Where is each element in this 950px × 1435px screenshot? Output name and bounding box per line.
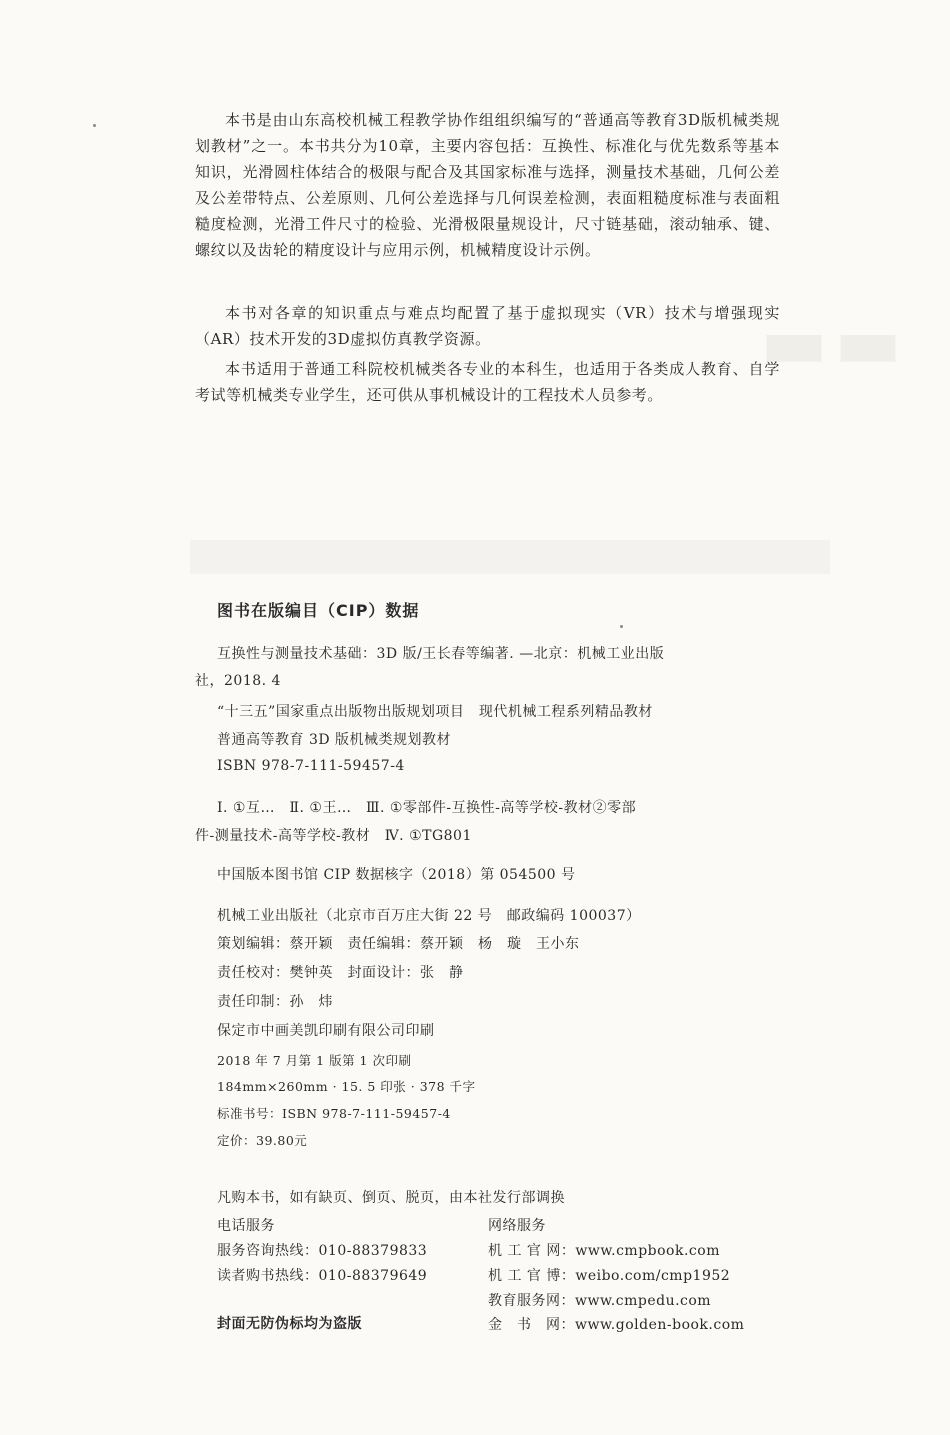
publisher-standard-number: 标准书号：ISBN 978-7-111-59457-4 xyxy=(217,1106,451,1121)
bleed-through-ghost-bar xyxy=(190,540,830,574)
publisher-proofreader: 责任校对：樊钟英 封面设计：张 静 xyxy=(217,965,464,981)
publisher-editors: 策划编辑：蔡开颖 责任编辑：蔡开颖 杨 璇 王小东 xyxy=(217,936,580,952)
web-service-weibo: 机 工 官 博：weibo.com/cmp1952 xyxy=(488,1268,731,1284)
service-notice: 凡购本书，如有缺页、倒页、脱页，由本社发行部调换 xyxy=(217,1190,565,1206)
anti-piracy-notice: 封面无防伪标均为盗版 xyxy=(217,1316,362,1332)
description-paragraph-2: 本书对各章的知识重点与难点均配置了基于虚拟现实（VR）技术与增强现实（AR）技术开发的3D虚拟仿真教学资源。 xyxy=(195,304,780,348)
scan-dot xyxy=(93,124,96,127)
cip-book-line-2: 社，2018. 4 xyxy=(195,673,281,689)
cip-series-line-2: 普通高等教育 3D 版机械类规划教材 xyxy=(217,732,452,748)
description-paragraph-3: 本书适用于普通工科院校机械类各专业的本科生，也适用于各类成人教育、自学考试等机械类专业学生，还可供从事机械设计的工程技术人员参考。 xyxy=(195,360,780,404)
web-service-education: 教育服务网：www.cmpedu.com xyxy=(488,1293,712,1309)
cip-isbn: ISBN 978-7-111-59457-4 xyxy=(217,758,405,774)
cip-subject-line-1: Ⅰ. ①互… Ⅱ. ①王… Ⅲ. ①零部件-互换性-高等学校-教材②零部 xyxy=(217,800,637,816)
cip-series-line-1: “十三五”国家重点出版物出版规划项目 现代机械工程系列精品教材 xyxy=(217,704,653,720)
scan-dot xyxy=(620,625,623,628)
description-paragraph-1: 本书是由山东高校机械工程教学协作组组织编写的“普通高等教育3D版机械类规划教材”之一。本书共分为10章，主要内容包括：互换性、标准化与优先数系等基本知识，光滑圆柱体结合的极限与配合及其国家标准与选择，测量技术基础，几何公差及公差带特点、公差原则、几何公差选择与几何误差检测，表面粗糙度标准与表面粗糙度检测，光滑工件尺寸的检验、光滑极限量规设计，尺寸链基础，滚动轴承、键、螺纹以及齿轮的精度设计与应用示例，机械精度设计示例。 xyxy=(195,111,780,259)
publisher-price: 定价：39.80元 xyxy=(217,1133,308,1148)
web-service-official-site: 机 工 官 网：www.cmpbook.com xyxy=(488,1243,720,1259)
service-hotline: 服务咨询热线：010-88379833 xyxy=(217,1243,428,1259)
phone-service-heading: 电话服务 xyxy=(217,1218,275,1234)
cip-book-line-1: 互换性与测量技术基础：3D 版/王长春等编著. —北京：机械工业出版 xyxy=(217,646,665,662)
publisher-edition: 2018 年 7 月第 1 版第 1 次印刷 xyxy=(217,1053,412,1068)
cip-title: 图书在版编目（CIP）数据 xyxy=(217,601,420,620)
publisher-name-address: 机械工业出版社（北京市百万庄大街 22 号 邮政编码 100037） xyxy=(217,908,641,924)
reader-hotline: 读者购书热线：010-88379649 xyxy=(217,1268,428,1284)
web-service-heading: 网络服务 xyxy=(488,1218,546,1234)
web-service-golden-book: 金 书 网：www.golden-book.com xyxy=(488,1317,745,1333)
publisher-print-supervisor: 责任印制：孙 炜 xyxy=(217,994,333,1010)
publisher-format: 184mm×260mm · 15. 5 印张 · 378 千字 xyxy=(217,1079,476,1094)
publisher-printer: 保定市中画美凯印刷有限公司印刷 xyxy=(217,1023,435,1039)
cip-subject-line-2: 件-测量技术-高等学校-教材 Ⅳ. ①TG801 xyxy=(195,828,472,844)
bleed-through-ghost-text: ▬▬ xyxy=(760,300,909,384)
cip-number: 中国版本图书馆 CIP 数据核字（2018）第 054500 号 xyxy=(217,867,576,883)
